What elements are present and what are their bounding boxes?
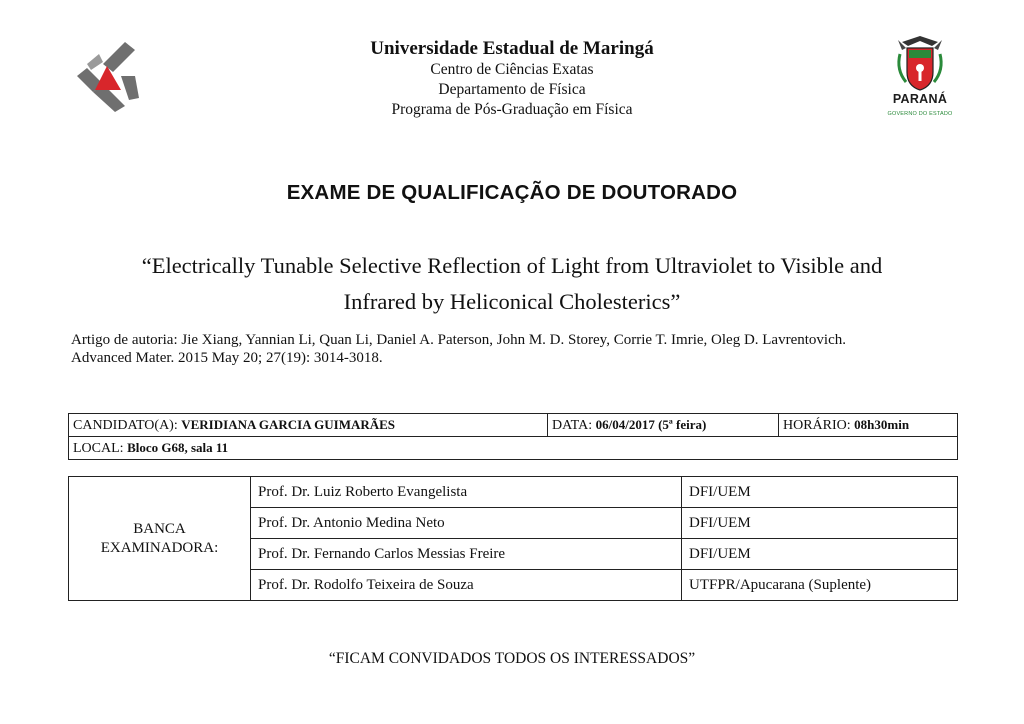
university-logo — [73, 40, 145, 112]
closing-invitation: “FICAM CONVIDADOS TODOS OS INTERESSADOS” — [328, 650, 696, 667]
candidate-info-table — [68, 413, 958, 460]
date-value: 06/04/2017 (5ª feira) — [595, 416, 707, 432]
candidate-name: VERIDIANA GARCIA GUIMARÃES — [181, 416, 396, 432]
center-name: Centro de Ciências Exatas — [430, 61, 594, 78]
committee-label-line-1: BANCA — [133, 520, 186, 537]
date-label: DATA: — [552, 417, 593, 433]
location-value: Bloco G68, sala 11 — [127, 439, 229, 455]
member-name: Prof. Dr. Antonio Medina Neto — [251, 508, 682, 539]
location-label: LOCAL: — [73, 440, 124, 456]
member-affiliation: UTFPR/Apucarana (Suplente) — [682, 570, 958, 601]
member-affiliation: DFI/UEM — [682, 539, 958, 570]
authors-line-1: Artigo de autoria: Jie Xiang, Yannian Li, Quan Li, Daniel A. Paterson, John M. D. Storey, Corrie T. Imrie, Oleg D. Lavrentovich. — [71, 332, 846, 348]
committee-label — [69, 477, 251, 601]
location-row — [69, 437, 958, 460]
paper-title — [90, 248, 934, 320]
committee-row — [69, 477, 958, 508]
date-cell — [548, 414, 779, 437]
exam-title: EXAME DE QUALIFICAÇÃO DE DOUTORADO — [286, 181, 738, 204]
header — [262, 38, 762, 120]
committee-label-line-2: EXAMINADORA: — [100, 539, 219, 556]
citation-line: Advanced Mater. 2015 May 20; 27(19): 3014-3018. — [71, 350, 383, 366]
member-name: Prof. Dr. Rodolfo Teixeira de Souza — [251, 570, 682, 601]
candidate-row — [69, 414, 958, 437]
department-name: Departamento de Física — [438, 81, 586, 98]
time-cell — [779, 414, 958, 437]
member-name: Prof. Dr. Luiz Roberto Evangelista — [251, 477, 682, 508]
paper-authors — [71, 331, 971, 367]
paper-title-line-1: “Electrically Tunable Selective Reflection of Light from Ultraviolet to Visible and — [141, 253, 883, 278]
member-name: Prof. Dr. Fernando Carlos Messias Freire — [251, 539, 682, 570]
state-logo-text: PARANÁ — [892, 92, 948, 106]
member-affiliation: DFI/UEM — [682, 477, 958, 508]
location-cell — [69, 437, 958, 460]
state-logo-subtext: GOVERNO DO ESTADO — [887, 111, 953, 117]
member-affiliation: DFI/UEM — [682, 508, 958, 539]
candidate-label: CANDIDATO(A): — [73, 417, 178, 433]
committee-table — [68, 476, 958, 601]
candidate-cell — [69, 414, 548, 437]
paper-title-line-2: Infrared by Heliconical Cholesterics” — [343, 289, 681, 314]
university-name: Universidade Estadual de Maringá — [370, 38, 654, 59]
program-name: Programa de Pós-Graduação em Física — [391, 101, 633, 118]
time-value: 08h30min — [854, 416, 910, 432]
time-label: HORÁRIO: — [783, 417, 851, 433]
